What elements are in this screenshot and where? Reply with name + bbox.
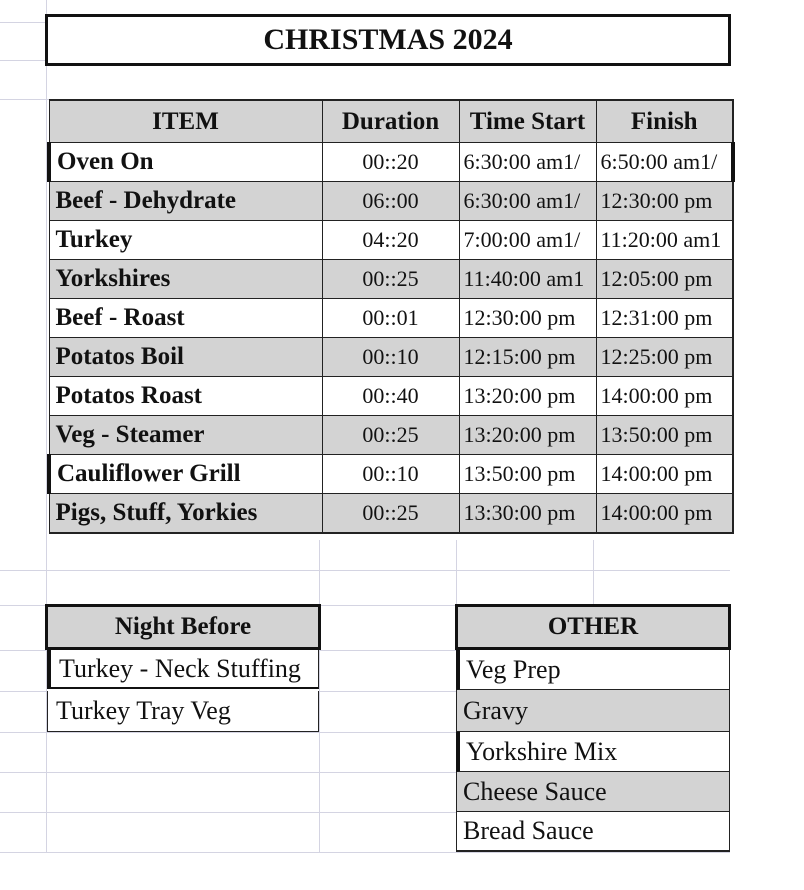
other-item[interactable]: Cheese Sauce: [456, 772, 730, 812]
cell-item[interactable]: Cauliflower Grill: [49, 455, 322, 494]
cell-time-start[interactable]: 6:30:00 am1/: [459, 143, 596, 182]
cell-item[interactable]: Potatos Roast: [49, 377, 322, 416]
cell-time-start[interactable]: 13:20:00 pm: [459, 416, 596, 455]
cell-item[interactable]: Veg - Steamer: [49, 416, 322, 455]
cell-item[interactable]: Oven On: [49, 143, 322, 182]
cell-finish[interactable]: 12:31:00 pm: [596, 299, 733, 338]
other-item[interactable]: Bread Sauce: [456, 812, 730, 852]
table-header-row: [49, 100, 733, 143]
night-before-item[interactable]: Turkey - Neck Stuffing: [47, 650, 319, 689]
other-item[interactable]: Gravy: [456, 690, 730, 732]
table-row: [49, 455, 733, 494]
cell-duration[interactable]: 00::10: [322, 455, 459, 494]
cell-item[interactable]: Turkey: [49, 221, 322, 260]
cell-item[interactable]: Beef - Roast: [49, 299, 322, 338]
cell-duration[interactable]: 00::40: [322, 377, 459, 416]
night-before-header[interactable]: Night Before: [45, 604, 321, 650]
table-row: [49, 416, 733, 455]
cell-finish[interactable]: 12:25:00 pm: [596, 338, 733, 377]
cell-finish[interactable]: 14:00:00 pm: [596, 494, 733, 534]
page-title[interactable]: CHRISTMAS 2024: [45, 14, 731, 66]
cell-duration[interactable]: 00::10: [322, 338, 459, 377]
cell-finish[interactable]: 14:00:00 pm: [596, 377, 733, 416]
table-row: [49, 143, 733, 182]
cell-duration[interactable]: 00::01: [322, 299, 459, 338]
other-item[interactable]: Yorkshire Mix: [456, 732, 730, 772]
header-duration[interactable]: Duration: [322, 100, 459, 143]
cell-time-start[interactable]: 13:20:00 pm: [459, 377, 596, 416]
cell-time-start[interactable]: 13:30:00 pm: [459, 494, 596, 534]
cell-duration[interactable]: 00::25: [322, 416, 459, 455]
other-item[interactable]: Veg Prep: [456, 650, 730, 690]
cell-time-start[interactable]: 13:50:00 pm: [459, 455, 596, 494]
cell-finish[interactable]: 11:20:00 am1: [596, 221, 733, 260]
gridline-vertical: [319, 540, 320, 852]
cell-time-start[interactable]: 6:30:00 am1/: [459, 182, 596, 221]
cell-item[interactable]: Pigs, Stuff, Yorkies: [49, 494, 322, 534]
cell-item[interactable]: Potatos Boil: [49, 338, 322, 377]
gridline: [0, 852, 730, 853]
cell-duration[interactable]: 00::25: [322, 494, 459, 534]
table-row: [49, 494, 733, 534]
cell-time-start[interactable]: 12:15:00 pm: [459, 338, 596, 377]
cell-time-start[interactable]: 11:40:00 am1: [459, 260, 596, 299]
table-row: [49, 299, 733, 338]
table-row: [49, 338, 733, 377]
table-row: [49, 260, 733, 299]
cell-duration[interactable]: 04::20: [322, 221, 459, 260]
cell-duration[interactable]: 06::00: [322, 182, 459, 221]
cell-finish[interactable]: 6:50:00 am1/: [596, 143, 733, 182]
cell-finish[interactable]: 12:30:00 pm: [596, 182, 733, 221]
schedule-table: [47, 99, 735, 534]
cell-time-start[interactable]: 7:00:00 am1/: [459, 221, 596, 260]
cell-time-start[interactable]: 12:30:00 pm: [459, 299, 596, 338]
table-row: [49, 221, 733, 260]
cell-item[interactable]: Yorkshires: [49, 260, 322, 299]
cell-finish[interactable]: 14:00:00 pm: [596, 455, 733, 494]
cell-duration[interactable]: 00::25: [322, 260, 459, 299]
gridline-vertical: [593, 540, 594, 605]
table-row: [49, 377, 733, 416]
header-time-start[interactable]: Time Start: [459, 100, 596, 143]
cell-finish[interactable]: 12:05:00 pm: [596, 260, 733, 299]
night-before-item[interactable]: Turkey Tray Veg: [47, 691, 319, 732]
cell-item[interactable]: Beef - Dehydrate: [49, 182, 322, 221]
table-row: [49, 182, 733, 221]
cell-finish[interactable]: 13:50:00 pm: [596, 416, 733, 455]
gridline: [0, 570, 730, 571]
cell-duration[interactable]: 00::20: [322, 143, 459, 182]
header-item[interactable]: ITEM: [49, 100, 322, 143]
other-header[interactable]: OTHER: [455, 604, 731, 650]
header-finish[interactable]: Finish: [596, 100, 733, 143]
